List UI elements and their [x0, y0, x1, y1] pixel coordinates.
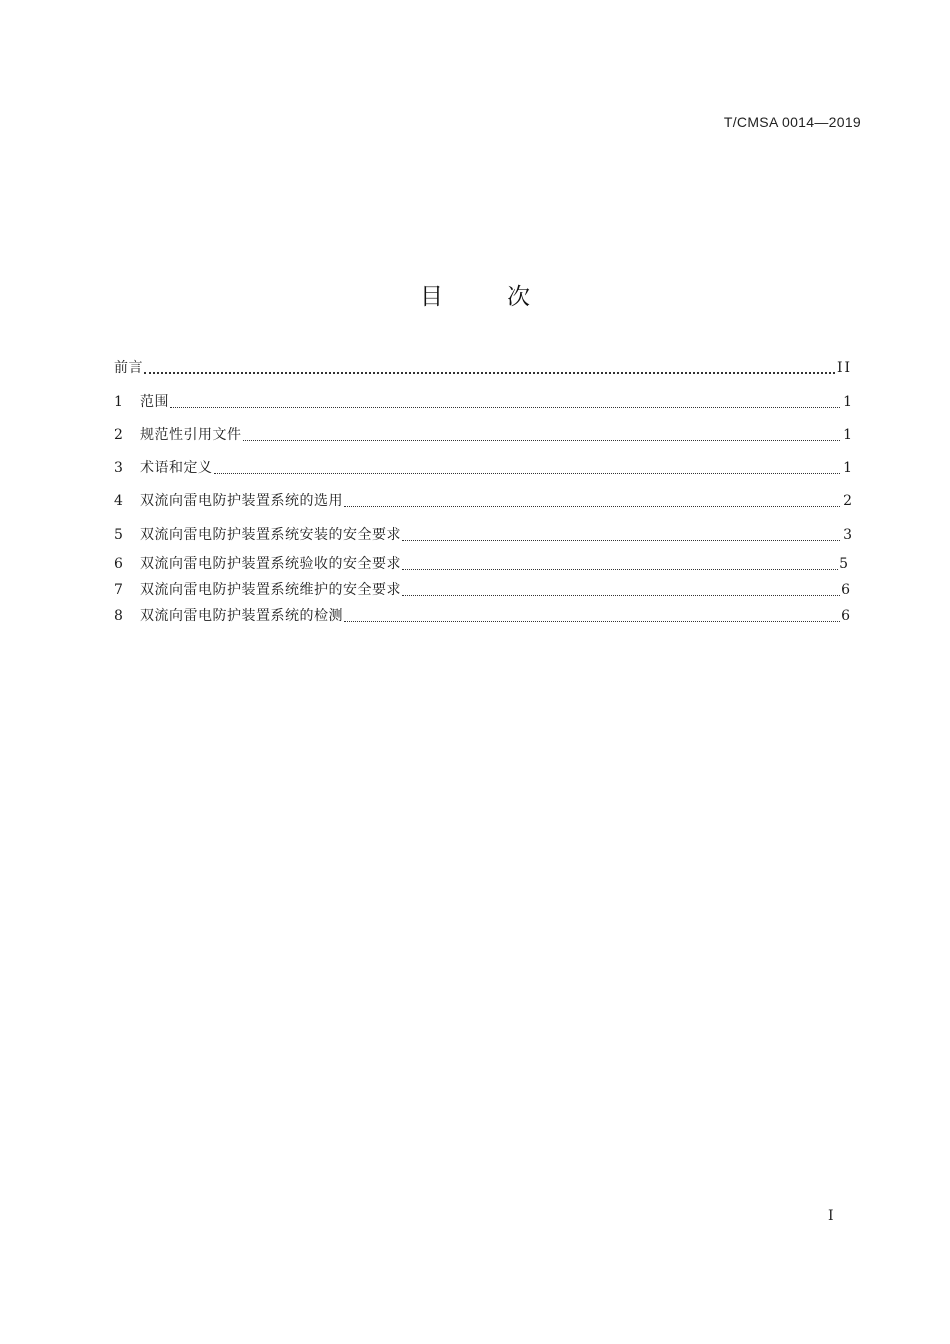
- toc-entry-page: 5: [839, 556, 848, 572]
- toc-entry-8[interactable]: [114, 605, 850, 627]
- toc-entry-2[interactable]: [114, 424, 852, 446]
- toc-entry-page: 6: [841, 582, 850, 598]
- toc-entry-label: 双流向雷电防护装置系统的选用: [140, 493, 343, 509]
- toc-entry-number: 3: [114, 460, 123, 476]
- toc-title-char-2: 次: [507, 284, 530, 310]
- toc-entry-page: 3: [843, 527, 852, 543]
- toc-entry-3[interactable]: [114, 457, 852, 479]
- toc-entry-number: 7: [114, 582, 123, 598]
- toc-entry-number: 1: [114, 394, 123, 410]
- toc-entry-label: 双流向雷电防护装置系统验收的安全要求: [140, 556, 401, 572]
- toc-leader-dots: [344, 505, 840, 507]
- toc-entry-number: 4: [114, 493, 123, 509]
- toc-leader-dots: [243, 439, 841, 441]
- toc-entry-7[interactable]: [114, 579, 850, 601]
- toc-entry-page: 1: [843, 427, 852, 443]
- standard-code: T/CMSA 0014—2019: [723, 114, 861, 130]
- toc-entry-label: 双流向雷电防护装置系统安装的安全要求: [140, 527, 401, 543]
- toc-entry-label: 双流向雷电防护装置系统的检测: [140, 608, 343, 624]
- page-number: I: [828, 1208, 834, 1224]
- toc-leader-dots: [144, 371, 835, 374]
- toc-entry-foreword[interactable]: [114, 357, 852, 379]
- toc-leader-dots: [344, 620, 840, 622]
- toc-leader-dots: [402, 594, 840, 596]
- toc-entry-label: 范围: [140, 394, 169, 410]
- toc-entry-page: 1: [843, 460, 852, 476]
- toc-entry-1[interactable]: [114, 391, 852, 413]
- toc-entry-page: 2: [843, 493, 852, 509]
- toc-entry-label: 双流向雷电防护装置系统维护的安全要求: [140, 582, 401, 598]
- toc-leader-dots: [214, 472, 841, 474]
- toc-entry-number: 5: [114, 527, 123, 543]
- toc-title: [0, 278, 950, 311]
- toc-entry-page: 6: [841, 608, 850, 624]
- toc-entry-page: II: [836, 360, 852, 376]
- toc-entry-number: 8: [114, 608, 123, 624]
- toc-leader-dots: [170, 406, 840, 408]
- toc-entry-5[interactable]: [114, 524, 852, 546]
- toc-entry-label: 术语和定义: [140, 460, 213, 476]
- toc-entry-4[interactable]: [114, 490, 852, 512]
- toc-entry-label: 规范性引用文件: [140, 427, 242, 443]
- toc-entry-label: 前言: [114, 360, 143, 376]
- toc-entry-6[interactable]: [114, 553, 848, 575]
- toc-entry-number: 2: [114, 427, 123, 443]
- toc-title-char-1: 目: [420, 284, 443, 310]
- toc-entry-page: 1: [843, 394, 852, 410]
- toc-leader-dots: [402, 568, 838, 570]
- toc-entry-number: 6: [114, 556, 123, 572]
- toc-leader-dots: [402, 539, 840, 541]
